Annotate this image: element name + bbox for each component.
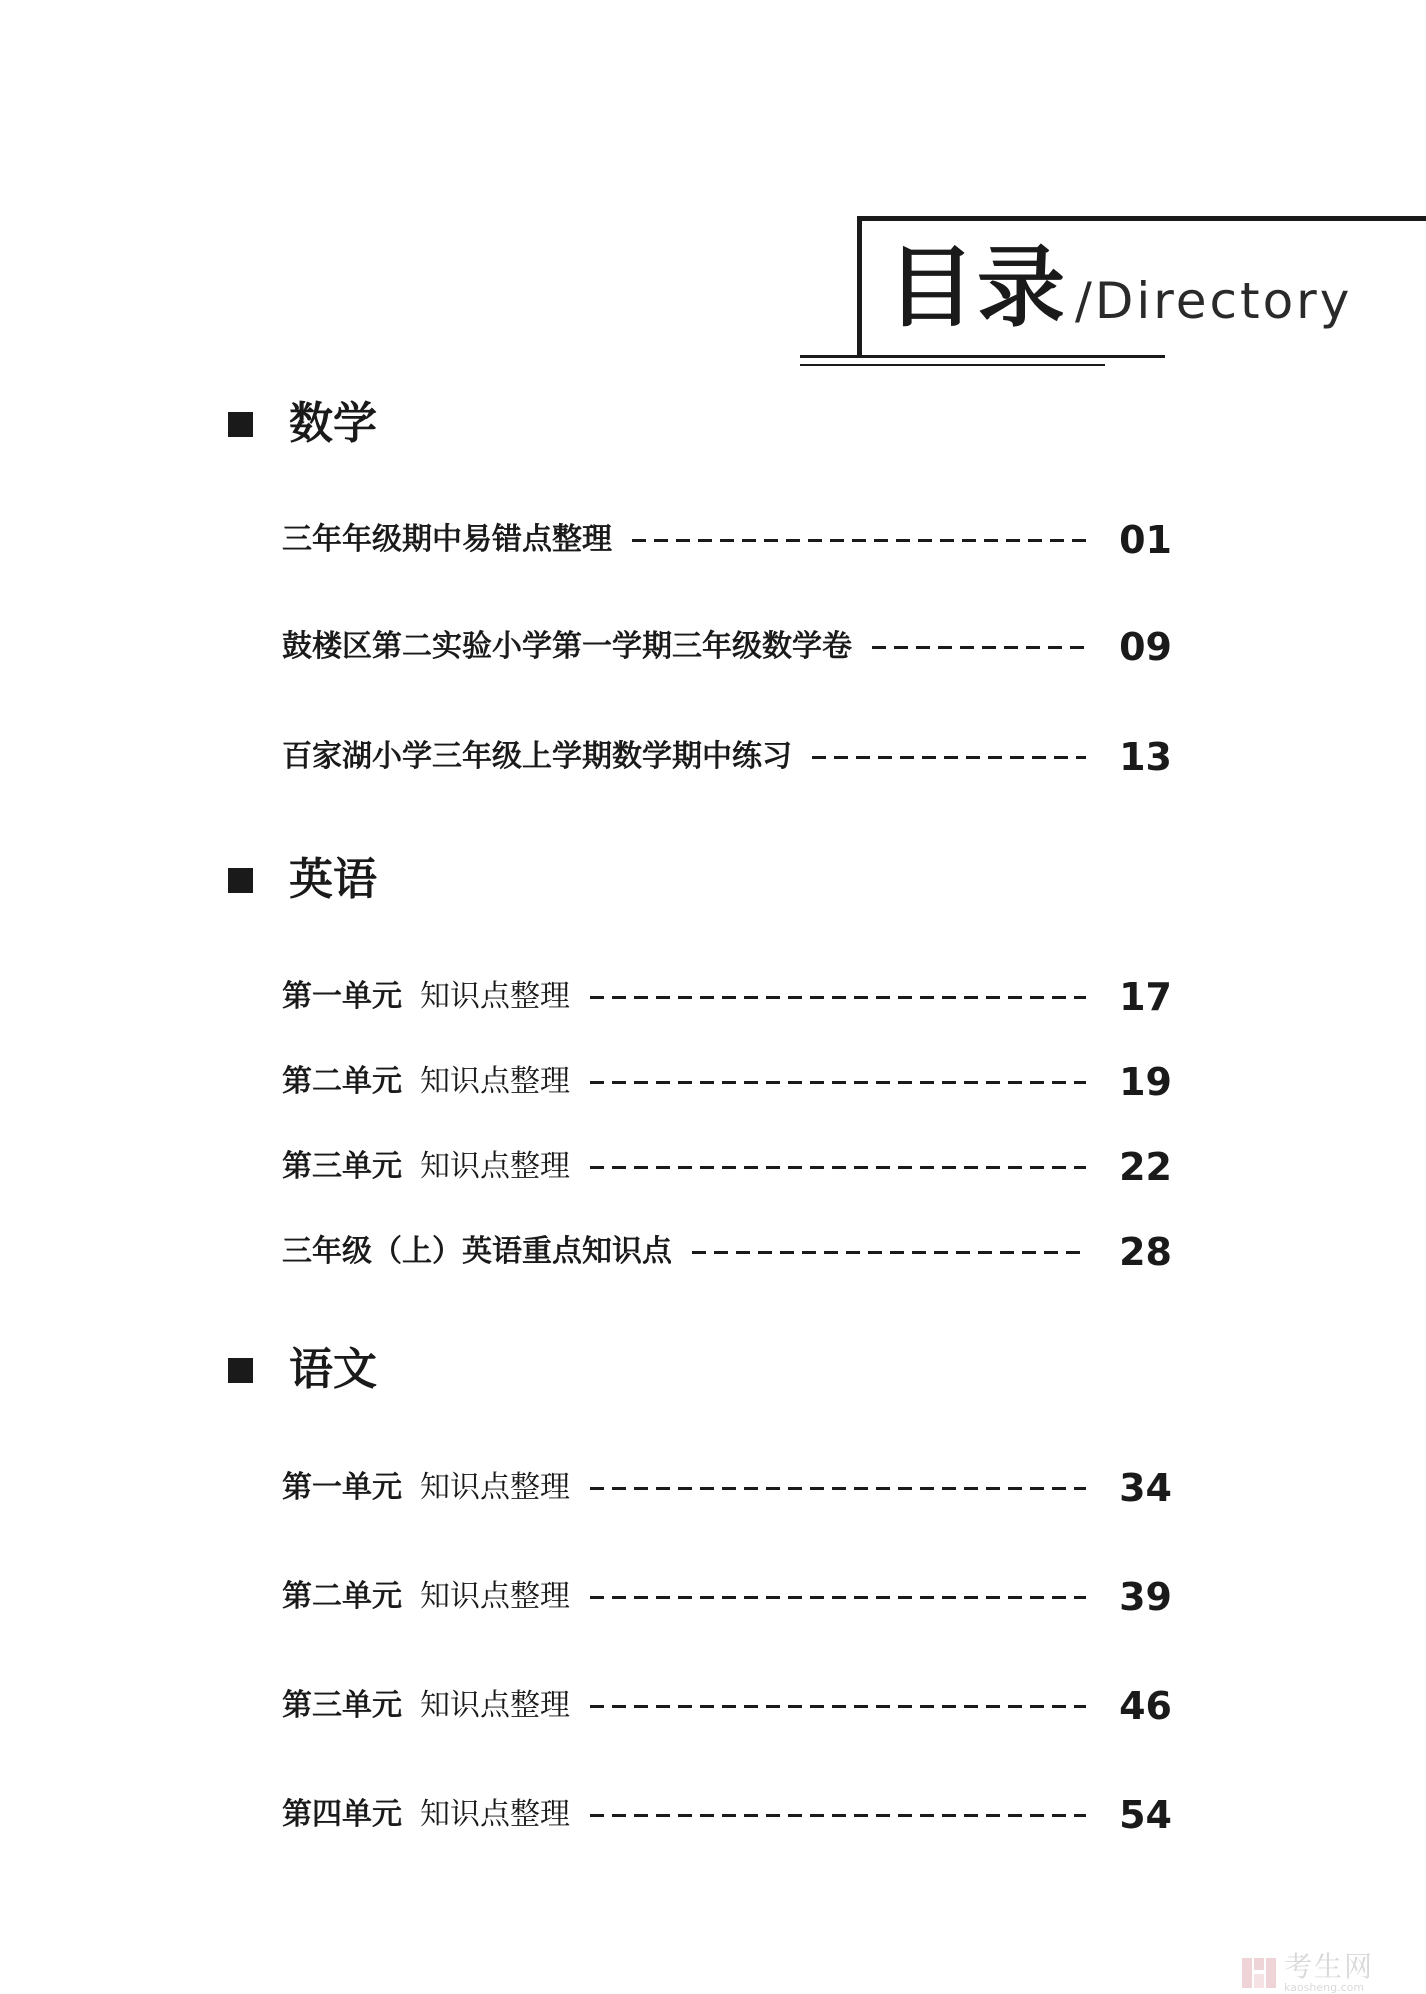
toc-page-number: 01 [1119, 518, 1172, 562]
toc-entry-subtitle: 知识点整理 [420, 1470, 570, 1505]
header-underline-secondary [800, 364, 1105, 366]
toc-entry[interactable] [282, 1227, 1172, 1277]
toc-entry[interactable] [282, 1463, 1172, 1513]
toc-entry-subtitle: 知识点整理 [420, 1579, 570, 1614]
toc-page-number: 28 [1119, 1230, 1172, 1274]
watermark [1240, 1952, 1374, 1994]
toc-entry-title: 第一单元 知识点整理 [282, 979, 570, 1014]
dotted-leader [812, 756, 1086, 759]
toc-page-number: 22 [1119, 1145, 1172, 1189]
bullet-square-icon [228, 868, 253, 893]
dotted-leader [632, 539, 1086, 542]
dotted-leader [590, 1814, 1086, 1817]
kaosheng-logo-icon [1240, 1954, 1278, 1992]
title-chinese: 目录 [887, 236, 1068, 339]
toc-entry-title: 第二单元 知识点整理 [282, 1579, 570, 1614]
toc-page-number: 54 [1119, 1793, 1172, 1837]
toc-entry[interactable] [282, 732, 1172, 782]
dotted-leader [590, 1487, 1086, 1490]
toc-entry[interactable] [282, 1142, 1172, 1192]
page-title [887, 238, 1352, 338]
toc-entry[interactable] [282, 1790, 1172, 1840]
dotted-leader [590, 1081, 1086, 1084]
toc-entry-title: 鼓楼区第二实验小学第一学期三年级数学卷 [282, 629, 852, 664]
bullet-square-icon [228, 412, 253, 437]
toc-entry-title: 百家湖小学三年级上学期数学期中练习 [282, 739, 792, 774]
toc-entry-title: 三年级（上）英语重点知识点 [282, 1234, 672, 1269]
toc-page-number: 09 [1119, 625, 1172, 669]
title-english: /Directory [1075, 272, 1353, 330]
section-heading-chinese [228, 1340, 377, 1400]
toc-page-number: 13 [1119, 735, 1172, 779]
section-label: 数学 [289, 398, 377, 449]
toc-entry[interactable] [282, 972, 1172, 1022]
dotted-leader [590, 1166, 1086, 1169]
toc-page-number: 34 [1119, 1466, 1172, 1510]
bullet-square-icon [228, 1358, 253, 1383]
toc-page-number: 46 [1119, 1684, 1172, 1728]
toc-page-number: 39 [1119, 1575, 1172, 1619]
dotted-leader [590, 1596, 1086, 1599]
toc-entry-subtitle: 知识点整理 [420, 1064, 570, 1099]
watermark-brand [1284, 1950, 1375, 1994]
toc-entry-title: 第四单元 知识点整理 [282, 1797, 570, 1832]
toc-entry[interactable] [282, 1057, 1172, 1107]
toc-entry-subtitle: 知识点整理 [420, 1149, 570, 1184]
toc-entry[interactable] [282, 1681, 1172, 1731]
dotted-leader [872, 646, 1086, 649]
toc-entry-subtitle: 知识点整理 [420, 1688, 570, 1723]
toc-entry-title: 第三单元 知识点整理 [282, 1688, 570, 1723]
dotted-leader [590, 1705, 1086, 1708]
section-label: 英语 [289, 854, 377, 905]
toc-entry[interactable] [282, 622, 1172, 672]
toc-entry-subtitle: 知识点整理 [420, 1797, 570, 1832]
toc-page-number: 17 [1119, 975, 1172, 1019]
section-heading-math [228, 394, 377, 454]
toc-entry-title: 第二单元 知识点整理 [282, 1064, 570, 1099]
watermark-brand-name: 考生网 [1284, 1950, 1375, 1983]
toc-entry-subtitle: 知识点整理 [420, 979, 570, 1014]
toc-entry-title: 第一单元 知识点整理 [282, 1470, 570, 1505]
toc-entry-title: 三年年级期中易错点整理 [282, 522, 612, 557]
toc-page-number: 19 [1119, 1060, 1172, 1104]
dotted-leader [590, 996, 1086, 999]
watermark-url: kaosheng.com [1284, 1981, 1365, 1994]
section-heading-english [228, 850, 377, 910]
dotted-leader [692, 1251, 1086, 1254]
toc-entry[interactable] [282, 515, 1172, 565]
toc-entry-title: 第三单元 知识点整理 [282, 1149, 570, 1184]
section-label: 语文 [289, 1344, 377, 1395]
header-underline [800, 355, 1165, 358]
toc-entry[interactable] [282, 1572, 1172, 1622]
